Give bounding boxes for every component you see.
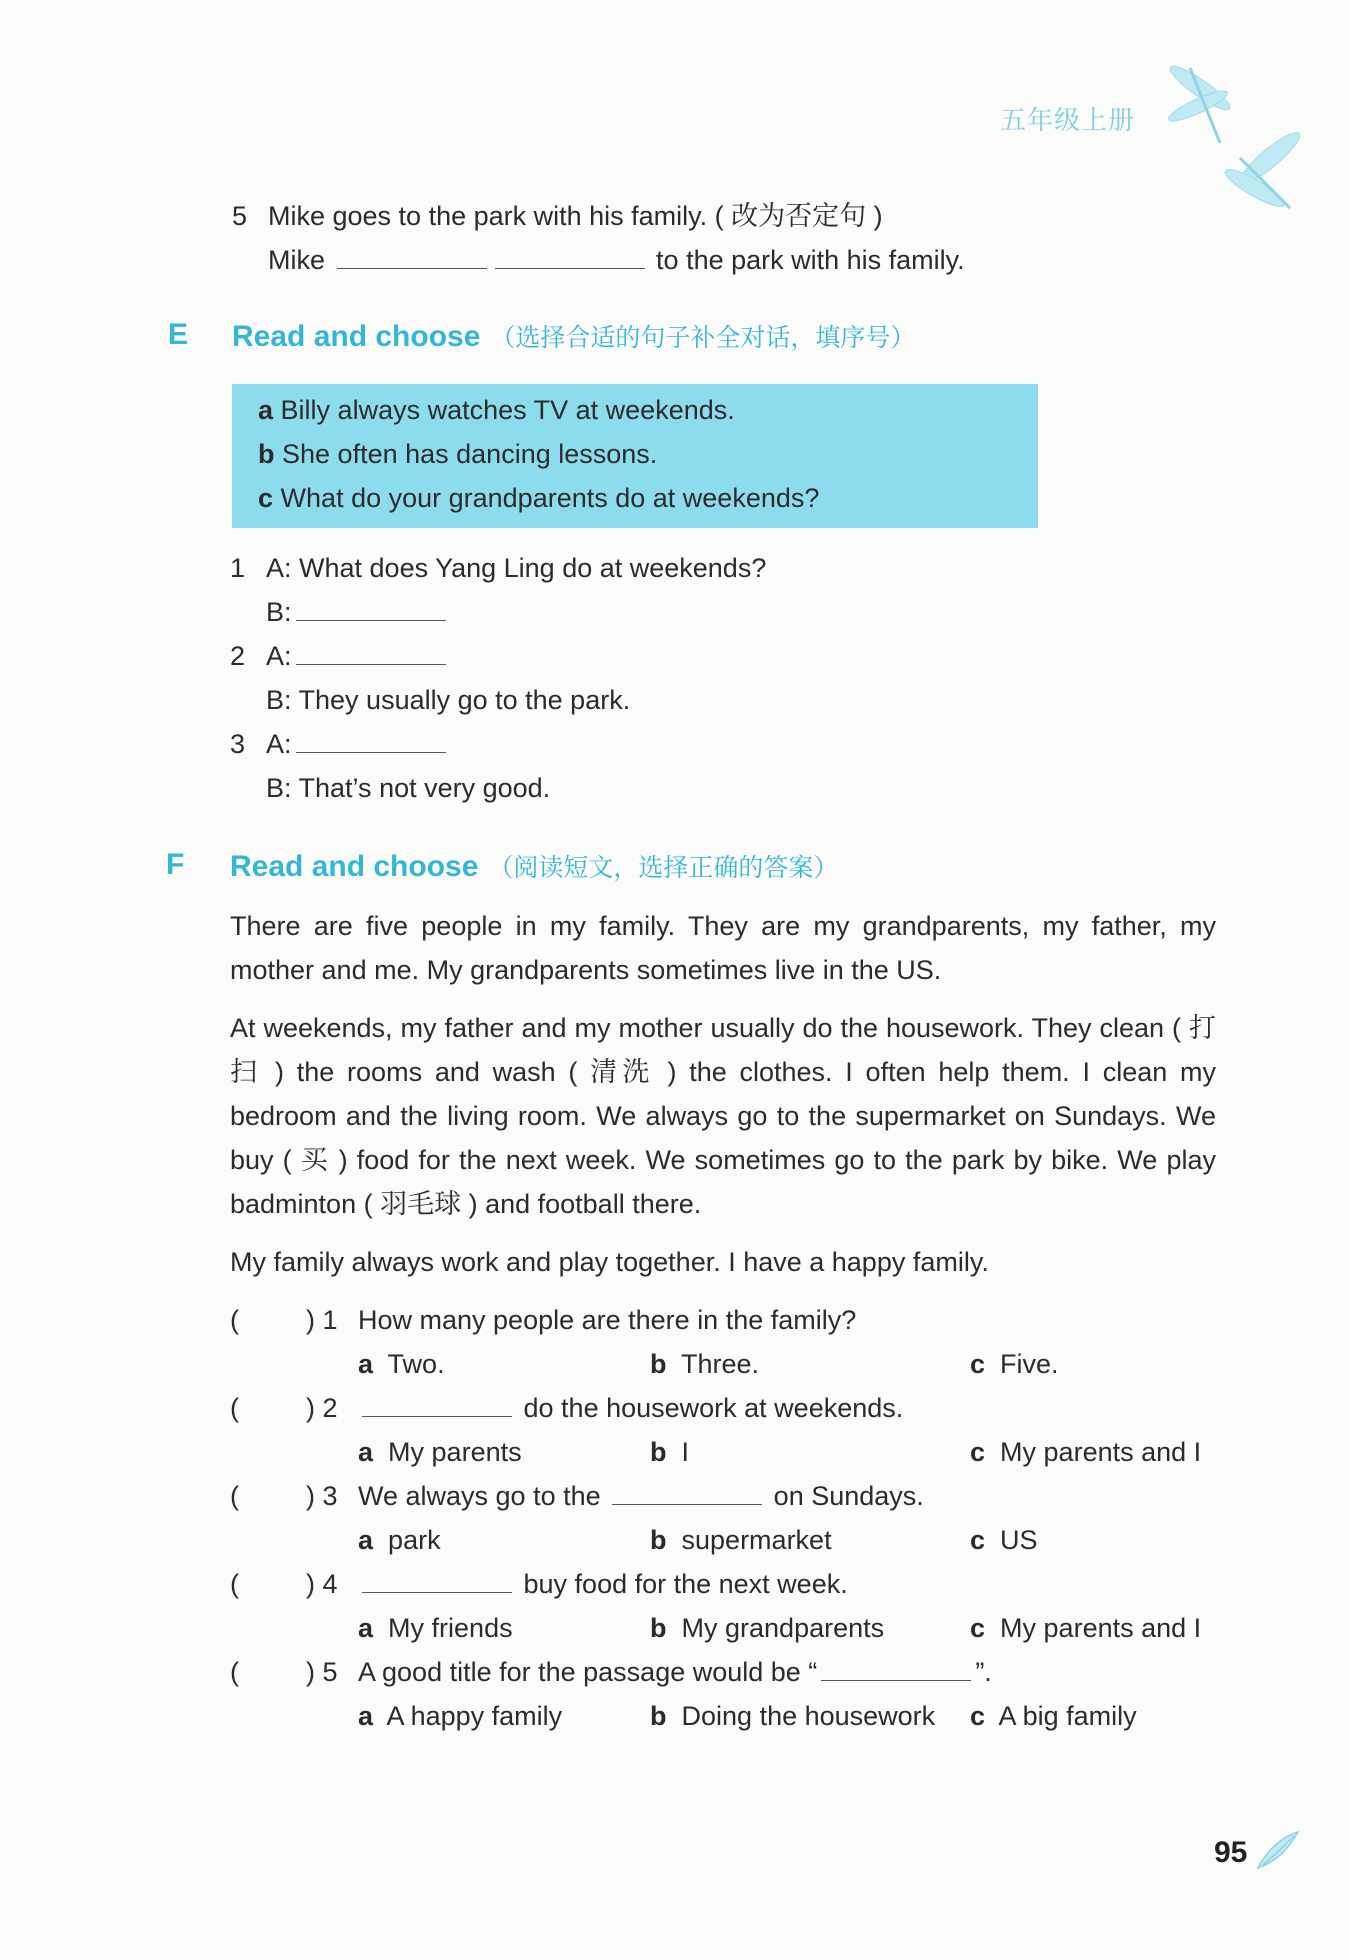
option-b [258,436,657,472]
option-text: Billy always watches TV at weekends. [280,395,735,425]
passage-paragraph-3: My family always work and play together. I have a happy family. [230,1247,989,1277]
stem-text: We always go to the [358,1481,601,1511]
q3-option-b[interactable] [650,1522,832,1558]
option-key: a [358,1613,374,1643]
option-key: a [358,1701,374,1731]
q1-option-b[interactable] [650,1346,759,1382]
dialogue-2-line-a [266,638,450,674]
answer-paren-2[interactable]: ( [230,1393,239,1423]
q5-blank[interactable] [821,1658,971,1681]
q3-option-c[interactable] [970,1522,1038,1558]
q2-option-a[interactable] [358,1434,522,1470]
answer-blank-2[interactable] [495,246,645,269]
option-c [258,480,819,516]
dialogue-3-line-a [266,726,450,762]
stem-text-after: do the housework at weekends. [523,1393,904,1423]
dialogue-3-number: 3 [230,729,246,759]
dialogue-2-blank[interactable] [296,642,446,665]
option-text: I [681,1437,690,1467]
speaker-label: A: [266,729,292,759]
q1-option-a[interactable] [358,1346,445,1382]
q4-option-b[interactable] [650,1610,884,1646]
speaker-label: A: [266,641,292,671]
answer-paren-4[interactable]: ( [230,1569,239,1599]
passage-paragraph-2: At weekends, my father and my mother usually do the housework. They clean ( 打扫 ) the rooms and wash ( 清洗 ) the clothes. I often help them. I clean my bedroom and the living room. We always go to the supermarket on Sundays. We buy ( 买 ) food for the next week. We sometimes go to the park by bike. We play badminton ( 羽毛球 ) and football there. [230,1013,1216,1219]
option-text: Three. [681,1349,760,1379]
option-text: Five. [1000,1349,1059,1379]
option-text: US [1000,1525,1038,1555]
option-text: My grandparents [681,1613,885,1643]
dialogue-3-blank[interactable] [296,730,446,753]
option-key: c [970,1701,986,1731]
option-key: b [650,1613,667,1643]
question-number-5: ) 5 [306,1657,338,1687]
section-e-title: Read and choose [232,320,481,353]
answer-paren-3[interactable]: ( [230,1481,239,1511]
option-text: park [388,1525,441,1555]
q2-blank[interactable] [362,1394,512,1417]
section-e-heading [232,318,915,354]
dialogue-1-blank[interactable] [296,598,446,621]
dialogue-1-number: 1 [230,553,246,583]
item-5-number: 5 [232,201,248,231]
option-key: c [970,1525,986,1555]
leaf-decoration-icon [1254,1828,1302,1872]
option-key: c [970,1349,986,1379]
option-key: a [358,1437,374,1467]
stem-text-after: buy food for the next week. [523,1569,848,1599]
q5-option-c[interactable] [970,1698,1137,1734]
stem-text-after: ”. [975,1657,992,1687]
dialogue-3-line-b: B: That’s not very good. [266,773,551,803]
answer-blank-1[interactable] [337,246,487,269]
option-key: a [358,1525,374,1555]
option-text: A happy family [386,1701,563,1731]
answer-end: to the park with his family. [656,245,965,275]
option-text: My parents [388,1437,522,1467]
option-a [258,392,735,428]
question-stem-3 [358,1478,924,1514]
question-stem-5 [358,1654,992,1690]
question-stem-4 [358,1566,848,1602]
dialogue-2-number: 2 [230,641,246,671]
passage-paragraph-1: There are five people in my family. They are my grandparents, my father, my mother and me. My grandparents sometimes live in the US. [230,911,1216,985]
q2-option-c[interactable] [970,1434,1201,1470]
stem-text: How many people are there in the family? [358,1305,857,1335]
option-key: c [258,483,274,513]
question-stem-1 [358,1302,856,1338]
section-e-note: （选择合适的句子补全对话，填序号） [490,324,916,352]
option-text: Doing the housework [681,1701,936,1731]
option-key: c [970,1437,986,1467]
speaker-label: B: [266,597,292,627]
answer-paren-5[interactable]: ( [230,1657,239,1687]
option-key: b [650,1349,667,1379]
question-stem-2 [358,1390,903,1426]
section-e-letter: E [168,318,189,351]
answer-paren-1[interactable]: ( [230,1305,239,1335]
option-key: a [358,1349,374,1379]
item-5-answer-line [268,242,965,278]
section-f-letter: F [166,848,185,881]
stem-text-after: on Sundays. [773,1481,924,1511]
option-key: b [650,1525,667,1555]
q4-option-c[interactable] [970,1610,1201,1646]
option-text: My parents and I [1000,1437,1202,1467]
option-text: My friends [388,1613,513,1643]
q4-blank[interactable] [362,1570,512,1593]
option-text: What do your grandparents do at weekends? [280,483,820,513]
q3-blank[interactable] [612,1482,762,1505]
question-number-1: ) 1 [306,1305,338,1335]
section-f-note: （阅读短文，选择正确的答案） [488,854,839,882]
q1-option-c[interactable] [970,1346,1059,1382]
q2-option-b[interactable] [650,1434,689,1470]
dialogue-1-line-b [266,594,450,630]
dialogue-1-line-a: A: What does Yang Ling do at weekends? [266,553,767,583]
dialogue-2-line-b: B: They usually go to the park. [266,685,631,715]
option-text: My parents and I [1000,1613,1202,1643]
dragonfly-decoration-icon [1150,48,1300,228]
q3-option-a[interactable] [358,1522,441,1558]
option-key: c [970,1613,986,1643]
q4-option-a[interactable] [358,1610,513,1646]
question-number-2: ) 2 [306,1393,338,1423]
option-text: supermarket [681,1525,832,1555]
question-number-4: ) 4 [306,1569,338,1599]
option-key: a [258,395,274,425]
page-number: 95 [1214,1836,1248,1869]
q5-option-a[interactable] [358,1698,562,1734]
section-f-heading [230,848,838,884]
option-key: b [650,1701,667,1731]
answer-start: Mike [268,245,326,275]
option-text: Two. [387,1349,445,1379]
section-f-title: Read and choose [230,850,479,883]
option-text: A big family [998,1701,1137,1731]
stem-text: A good title for the passage would be “ [358,1657,818,1687]
question-number-3: ) 3 [306,1481,338,1511]
q5-option-b[interactable] [650,1698,935,1734]
grade-label: 五年级上册 [1000,105,1136,135]
option-key: b [650,1437,667,1467]
item-5-sentence: Mike goes to the park with his family. ( 改为否定句 ) [268,201,883,231]
option-key: b [258,439,275,469]
option-text: She often has dancing lessons. [282,439,658,469]
option-box [232,384,1038,528]
